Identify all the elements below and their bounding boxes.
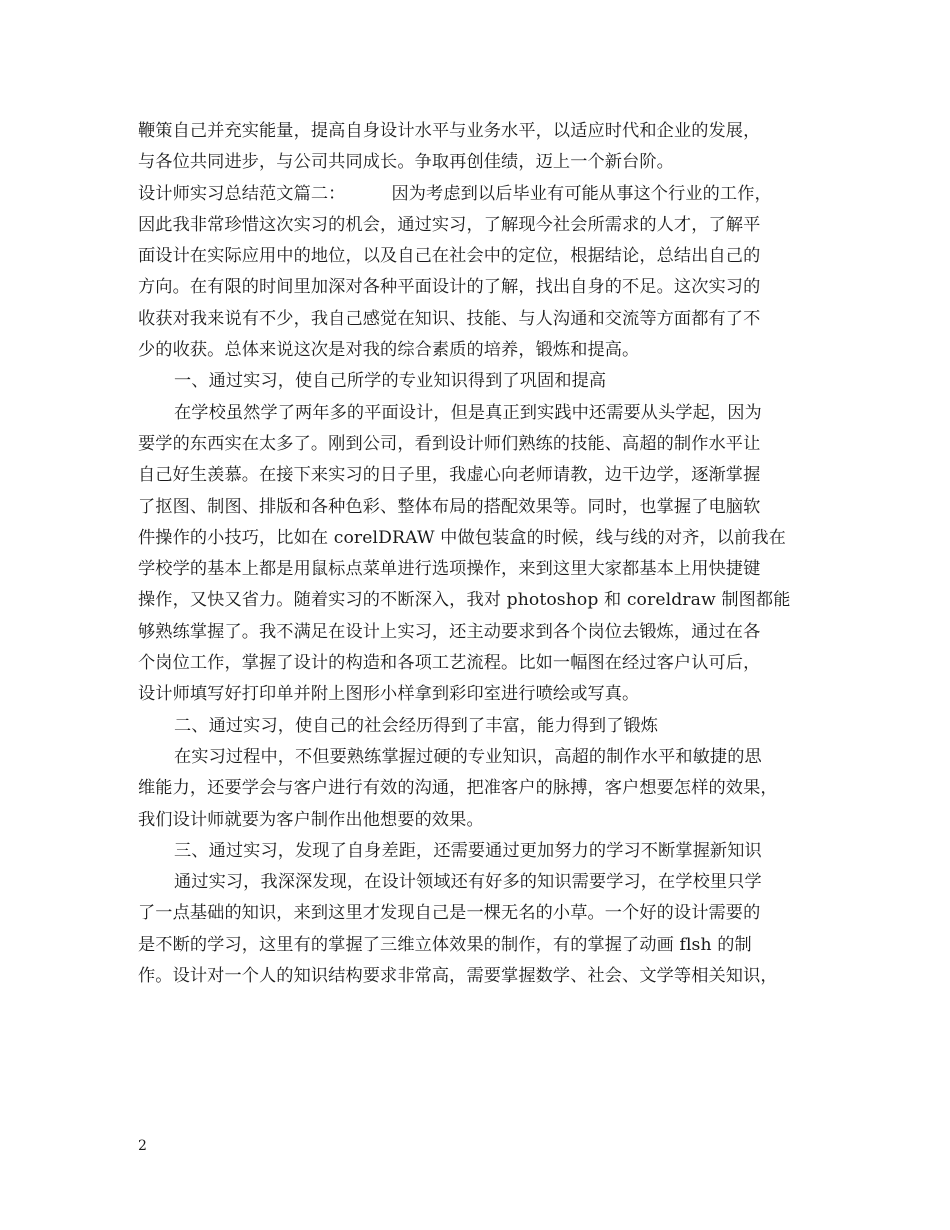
section-one bbox=[138, 366, 828, 710]
text-line: 因此我非常珍惜这次实习的机会，通过实习，了解现今社会所需求的人才，了解平 bbox=[138, 214, 761, 235]
paragraph-continuation bbox=[138, 116, 828, 179]
section-title: 三、通过实习，发现了自身差距，还需要通过更加努力的学习不断掌握新知识 bbox=[174, 840, 762, 861]
text-line: 是不断的学习，这里有的掌握了三维立体效果的制作，有的掌握了动画 flsh 的制 bbox=[138, 934, 752, 955]
text-line: 了抠图、制图、排版和各种色彩、整体布局的搭配效果等。同时，也掌握了电脑软 bbox=[138, 496, 761, 517]
text-line: 面设计在实际应用中的地位，以及自己在社会中的定位，根据结论，总结出自己的 bbox=[138, 246, 761, 267]
text-line: 收获对我来说有不少，我自己感觉在知识、技能、与人沟通和交流等方面都有了不 bbox=[138, 308, 761, 329]
article-two bbox=[138, 179, 828, 367]
text-line: 我们设计师就要为客户制作出他想要的效果。 bbox=[138, 809, 484, 830]
article-heading: 设计师实习总结范文篇二： bbox=[138, 183, 346, 204]
text-line: 通过实习，我深深发现，在设计领域还有好多的知识需要学习，在学校里只学 bbox=[174, 872, 762, 893]
article-intro-text: 因为考虑到以后毕业有可能从事这个行业的工作， bbox=[391, 183, 772, 204]
text-line: 少的收获。总体来说这次是对我的综合素质的培养，锻炼和提高。 bbox=[138, 340, 640, 361]
text-line: 在学校虽然学了两年多的平面设计，但是真正到实践中还需要从头学起，因为 bbox=[174, 402, 762, 423]
section-three bbox=[138, 836, 828, 992]
document-body bbox=[138, 116, 828, 992]
section-title: 二、通过实习，使自己的社会经历得到了丰富，能力得到了锻炼 bbox=[174, 715, 659, 736]
text-line: 与各位共同进步，与公司共同成长。争取再创佳绩，迈上一个新台阶。 bbox=[138, 152, 674, 173]
text-line: 件操作的小技巧，比如在 corelDRAW 中做包装盒的时候，线与线的对齐，以前我在 bbox=[138, 527, 786, 548]
text-line: 作。设计对一个人的知识结构要求非常高，需要掌握数学、社会、文学等相关知识， bbox=[138, 966, 778, 987]
text-line: 鞭策自己并充实能量，提高自身设计水平与业务水平，以适应时代和企业的发展， bbox=[138, 121, 761, 141]
text-line: 要学的东西实在太多了。刚到公司，看到设计师们熟练的技能、高超的制作水平让 bbox=[138, 433, 761, 454]
section-title: 一、通过实习，使自己所学的专业知识得到了巩固和提高 bbox=[174, 371, 607, 392]
section-two bbox=[138, 711, 828, 836]
text-line: 自己好生羡慕。在接下来实习的日子里，我虚心向老师请教，边干边学，逐渐掌握 bbox=[138, 465, 761, 486]
text-line: 在实习过程中，不但要熟练掌握过硬的专业知识，高超的制作水平和敏捷的思 bbox=[174, 746, 762, 767]
page-number: 2 bbox=[138, 1138, 147, 1154]
text-line: 了一点基础的知识，来到这里才发现自己是一棵无名的小草。一个好的设计需要的 bbox=[138, 903, 761, 924]
text-line: 个岗位工作，掌握了设计的构造和各项工艺流程。比如一幅图在经过客户认可后， bbox=[138, 653, 761, 674]
text-line: 方向。在有限的时间里加深对各种平面设计的了解，找出自身的不足。这次实习的 bbox=[138, 277, 761, 298]
text-line bbox=[138, 179, 828, 210]
text-line: 操作，又快又省力。随着实习的不断深入，我对 photoshop 和 coreldraw 制图都能 bbox=[138, 590, 791, 611]
text-line: 设计师填写好打印单并附上图形小样拿到彩印室进行喷绘或写真。 bbox=[138, 684, 640, 705]
text-line: 维能力，还要学会与客户进行有效的沟通，把准客户的脉搏，客户想要怎样的效果， bbox=[138, 778, 778, 799]
text-line: 够熟练掌握了。我不满足在设计上实习，还主动要求到各个岗位去锻炼，通过在各 bbox=[138, 621, 761, 642]
text-line: 学校学的基本上都是用鼠标点菜单进行选项操作，来到这里大家都基本上用快捷键 bbox=[138, 559, 761, 580]
